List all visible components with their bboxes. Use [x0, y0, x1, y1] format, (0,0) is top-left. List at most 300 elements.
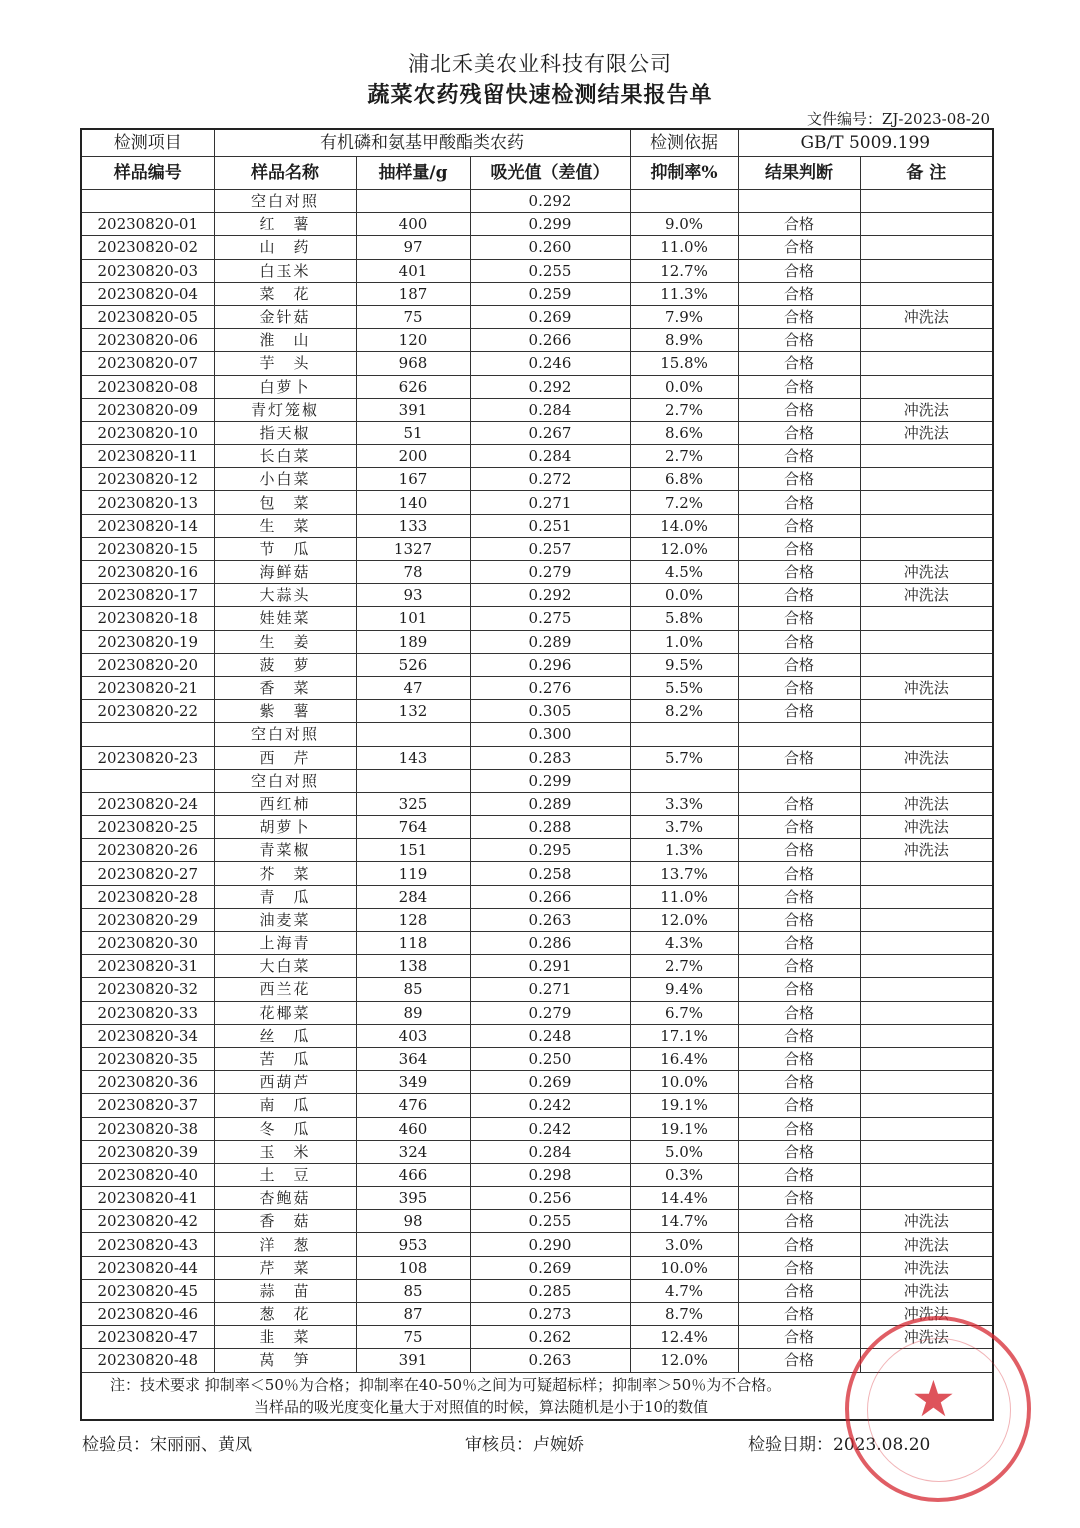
sample-quantity: 401: [356, 259, 470, 282]
inhibition-rate: 7.9%: [630, 305, 738, 328]
result: 合格: [738, 305, 860, 328]
table-row: [81, 352, 993, 375]
result: 合格: [738, 213, 860, 236]
sample-id: 20230820-09: [81, 398, 214, 421]
remark: [860, 445, 993, 468]
sample-id: 20230820-43: [81, 1233, 214, 1256]
sample-quantity: 391: [356, 398, 470, 421]
sample-id: 20230820-31: [81, 955, 214, 978]
result: 合格: [738, 1140, 860, 1163]
sample-id: 20230820-25: [81, 816, 214, 839]
result: 合格: [738, 792, 860, 815]
sample-quantity: 460: [356, 1117, 470, 1140]
sample-name: 小白菜: [214, 468, 356, 491]
inhibition-rate: 8.6%: [630, 421, 738, 444]
basis-value: GB/T 5009.199: [738, 129, 993, 157]
remark: [860, 862, 993, 885]
inhibition-rate: 14.7%: [630, 1210, 738, 1233]
table-row: [81, 561, 993, 584]
remark: [860, 653, 993, 676]
inhibition-rate: 4.5%: [630, 561, 738, 584]
absorbance: 0.255: [470, 1210, 630, 1233]
table-row: [81, 421, 993, 444]
remark: 冲洗法: [860, 839, 993, 862]
sample-quantity: 476: [356, 1094, 470, 1117]
sample-id: 20230820-34: [81, 1024, 214, 1047]
table-row: [81, 816, 993, 839]
sample-quantity: 391: [356, 1349, 470, 1372]
table-row: [81, 885, 993, 908]
remark: [860, 375, 993, 398]
sample-quantity: 138: [356, 955, 470, 978]
sample-id: 20230820-20: [81, 653, 214, 676]
table-row: [81, 792, 993, 815]
table-row: [81, 1071, 993, 1094]
remark: [860, 1187, 993, 1210]
inhibition-rate: 5.0%: [630, 1140, 738, 1163]
result: 合格: [738, 421, 860, 444]
column-header: 抑制率%: [630, 157, 738, 190]
inhibition-rate: 5.8%: [630, 607, 738, 630]
table-row: [81, 769, 993, 792]
sample-name: 冬 瓜: [214, 1117, 356, 1140]
inhibition-rate: 0.0%: [630, 584, 738, 607]
sample-name: 莴 笋: [214, 1349, 356, 1372]
sample-id: [81, 769, 214, 792]
sample-quantity: 51: [356, 421, 470, 444]
sample-name: 青灯笼椒: [214, 398, 356, 421]
remark: [860, 955, 993, 978]
reviewer: 审核员：卢婉娇: [465, 1435, 584, 1455]
result: 合格: [738, 1001, 860, 1024]
sample-quantity: 98: [356, 1210, 470, 1233]
sample-quantity: 364: [356, 1047, 470, 1070]
sample-name: 长白菜: [214, 445, 356, 468]
remark: [860, 607, 993, 630]
sample-quantity: [356, 723, 470, 746]
sample-name: 花椰菜: [214, 1001, 356, 1024]
absorbance: 0.250: [470, 1047, 630, 1070]
result: 合格: [738, 1326, 860, 1349]
absorbance: 0.269: [470, 305, 630, 328]
sample-quantity: 132: [356, 700, 470, 723]
inhibition-rate: 4.7%: [630, 1279, 738, 1302]
result: 合格: [738, 375, 860, 398]
inhibition-rate: 1.3%: [630, 839, 738, 862]
inhibition-rate: 0.3%: [630, 1163, 738, 1186]
sample-name: 油麦菜: [214, 908, 356, 931]
sample-id: 20230820-48: [81, 1349, 214, 1372]
sample-id: 20230820-23: [81, 746, 214, 769]
sample-name: 蒜 苗: [214, 1279, 356, 1302]
result: [738, 769, 860, 792]
remark: [860, 1001, 993, 1024]
sample-name: 杏鲍菇: [214, 1187, 356, 1210]
table-row: [81, 375, 993, 398]
result: 合格: [738, 584, 860, 607]
remark: 冲洗法: [860, 676, 993, 699]
file-number: 文件编号：ZJ-2023-08-20: [807, 110, 990, 128]
absorbance: 0.292: [470, 190, 630, 213]
sample-id: 20230820-38: [81, 1117, 214, 1140]
inhibition-rate: 6.7%: [630, 1001, 738, 1024]
sample-name: 生 姜: [214, 630, 356, 653]
inhibition-rate: 2.7%: [630, 398, 738, 421]
absorbance: 0.246: [470, 352, 630, 375]
table-row: [81, 282, 993, 305]
sample-name: 香 菇: [214, 1210, 356, 1233]
remark: 冲洗法: [860, 561, 993, 584]
inhibition-rate: 12.0%: [630, 908, 738, 931]
inhibition-rate: 8.2%: [630, 700, 738, 723]
sample-id: 20230820-12: [81, 468, 214, 491]
result: 合格: [738, 932, 860, 955]
remark: 冲洗法: [860, 1233, 993, 1256]
sample-id: 20230820-36: [81, 1071, 214, 1094]
result: 合格: [738, 955, 860, 978]
absorbance: 0.255: [470, 259, 630, 282]
table-row: [81, 1256, 993, 1279]
sample-name: 西兰花: [214, 978, 356, 1001]
absorbance: 0.271: [470, 491, 630, 514]
remark: [860, 352, 993, 375]
sample-id: 20230820-42: [81, 1210, 214, 1233]
remark: 冲洗法: [860, 746, 993, 769]
inhibition-rate: 7.2%: [630, 491, 738, 514]
result: 合格: [738, 1117, 860, 1140]
absorbance: 0.257: [470, 537, 630, 560]
sample-quantity: 85: [356, 978, 470, 1001]
table-row: [81, 908, 993, 931]
result: 合格: [738, 746, 860, 769]
sample-name: 芹 菜: [214, 1256, 356, 1279]
sample-id: 20230820-40: [81, 1163, 214, 1186]
table-row: [81, 1163, 993, 1186]
absorbance: 0.299: [470, 769, 630, 792]
inhibition-rate: 11.0%: [630, 885, 738, 908]
sample-quantity: 953: [356, 1233, 470, 1256]
sample-quantity: 97: [356, 236, 470, 259]
sample-id: 20230820-32: [81, 978, 214, 1001]
absorbance: 0.251: [470, 514, 630, 537]
sample-quantity: 140: [356, 491, 470, 514]
absorbance: 0.263: [470, 1349, 630, 1372]
column-header: 样品名称: [214, 157, 356, 190]
sample-id: 20230820-08: [81, 375, 214, 398]
sample-id: 20230820-10: [81, 421, 214, 444]
result: 合格: [738, 1024, 860, 1047]
absorbance: 0.242: [470, 1117, 630, 1140]
sample-name: 南 瓜: [214, 1094, 356, 1117]
absorbance: 0.260: [470, 236, 630, 259]
remark: [860, 213, 993, 236]
sample-quantity: 395: [356, 1187, 470, 1210]
table-row: [81, 1210, 993, 1233]
absorbance: 0.258: [470, 862, 630, 885]
result: 合格: [738, 1094, 860, 1117]
remark: [860, 282, 993, 305]
report-title: 蔬菜农药残留快速检测结果报告单: [367, 82, 713, 108]
sample-id: 20230820-16: [81, 561, 214, 584]
inhibition-rate: 9.5%: [630, 653, 738, 676]
result: 合格: [738, 329, 860, 352]
sample-id: 20230820-13: [81, 491, 214, 514]
sample-quantity: 324: [356, 1140, 470, 1163]
sample-quantity: 349: [356, 1071, 470, 1094]
meta-row: [81, 129, 993, 157]
result: 合格: [738, 1349, 860, 1372]
sample-id: 20230820-03: [81, 259, 214, 282]
sample-id: 20230820-45: [81, 1279, 214, 1302]
sample-name: 胡萝卜: [214, 816, 356, 839]
absorbance: 0.279: [470, 561, 630, 584]
inhibition-rate: 17.1%: [630, 1024, 738, 1047]
sample-name: 空白对照: [214, 190, 356, 213]
remark: [860, 723, 993, 746]
absorbance: 0.262: [470, 1326, 630, 1349]
sample-id: 20230820-02: [81, 236, 214, 259]
inhibition-rate: 19.1%: [630, 1117, 738, 1140]
sample-id: [81, 723, 214, 746]
sample-name: 洋 葱: [214, 1233, 356, 1256]
sample-quantity: 118: [356, 932, 470, 955]
inhibition-rate: 9.0%: [630, 213, 738, 236]
absorbance: 0.283: [470, 746, 630, 769]
table-row: [81, 305, 993, 328]
remark: 冲洗法: [860, 1326, 993, 1349]
inhibition-rate: 3.7%: [630, 816, 738, 839]
inhibition-rate: 11.0%: [630, 236, 738, 259]
sample-quantity: [356, 769, 470, 792]
absorbance: 0.292: [470, 584, 630, 607]
result: 合格: [738, 561, 860, 584]
result: [738, 723, 860, 746]
sample-quantity: 75: [356, 305, 470, 328]
inhibition-rate: 16.4%: [630, 1047, 738, 1070]
column-header: 结果判断: [738, 157, 860, 190]
remark: [860, 885, 993, 908]
result: 合格: [738, 676, 860, 699]
sample-name: 玉 米: [214, 1140, 356, 1163]
result: 合格: [738, 259, 860, 282]
remark: [860, 491, 993, 514]
result: 合格: [738, 398, 860, 421]
table-row: [81, 978, 993, 1001]
inhibition-rate: 15.8%: [630, 352, 738, 375]
table-row: [81, 1279, 993, 1302]
table-row: [81, 607, 993, 630]
inhibition-rate: 12.0%: [630, 1349, 738, 1372]
remark: [860, 630, 993, 653]
sample-id: 20230820-01: [81, 213, 214, 236]
absorbance: 0.288: [470, 816, 630, 839]
inspector: 检验员：宋丽丽、黄凤: [82, 1435, 252, 1455]
remark: 冲洗法: [860, 1256, 993, 1279]
table-row: [81, 468, 993, 491]
sample-name: 青 瓜: [214, 885, 356, 908]
sample-id: 20230820-33: [81, 1001, 214, 1024]
results-table: [80, 128, 994, 1421]
result: 合格: [738, 1233, 860, 1256]
sample-quantity: 284: [356, 885, 470, 908]
absorbance: 0.289: [470, 630, 630, 653]
absorbance: 0.289: [470, 792, 630, 815]
result: 合格: [738, 514, 860, 537]
sample-id: 20230820-39: [81, 1140, 214, 1163]
result: 合格: [738, 862, 860, 885]
absorbance: 0.279: [470, 1001, 630, 1024]
remark: 冲洗法: [860, 792, 993, 815]
sample-quantity: 325: [356, 792, 470, 815]
table-row: [81, 514, 993, 537]
absorbance: 0.266: [470, 885, 630, 908]
absorbance: 0.300: [470, 723, 630, 746]
inhibition-rate: 10.0%: [630, 1256, 738, 1279]
absorbance: 0.269: [470, 1256, 630, 1279]
sample-name: 芥 菜: [214, 862, 356, 885]
sample-name: 香 菜: [214, 676, 356, 699]
result: 合格: [738, 468, 860, 491]
remark: [860, 1163, 993, 1186]
table-row: [81, 259, 993, 282]
remark: [860, 537, 993, 560]
sample-id: 20230820-18: [81, 607, 214, 630]
sample-id: 20230820-11: [81, 445, 214, 468]
remark: [860, 190, 993, 213]
sample-id: 20230820-26: [81, 839, 214, 862]
sample-quantity: 120: [356, 329, 470, 352]
result: 合格: [738, 1210, 860, 1233]
remark: [860, 769, 993, 792]
table-row: [81, 1303, 993, 1326]
absorbance: 0.267: [470, 421, 630, 444]
sample-id: 20230820-41: [81, 1187, 214, 1210]
result: 合格: [738, 491, 860, 514]
result: 合格: [738, 1256, 860, 1279]
sample-name: 上海青: [214, 932, 356, 955]
result: [738, 190, 860, 213]
table-row: [81, 723, 993, 746]
inhibition-rate: 2.7%: [630, 955, 738, 978]
sample-quantity: 47: [356, 676, 470, 699]
sample-id: 20230820-46: [81, 1303, 214, 1326]
column-header: 抽样量/g: [356, 157, 470, 190]
table-row: [81, 1187, 993, 1210]
table-row: [81, 839, 993, 862]
inhibition-rate: 3.0%: [630, 1233, 738, 1256]
sample-quantity: 187: [356, 282, 470, 305]
sample-name: 大蒜头: [214, 584, 356, 607]
sample-quantity: 526: [356, 653, 470, 676]
sample-quantity: 75: [356, 1326, 470, 1349]
inhibition-rate: 12.4%: [630, 1326, 738, 1349]
result: 合格: [738, 1047, 860, 1070]
result: 合格: [738, 1279, 860, 1302]
sample-quantity: 87: [356, 1303, 470, 1326]
sample-quantity: 1327: [356, 537, 470, 560]
absorbance: 0.305: [470, 700, 630, 723]
sample-id: [81, 190, 214, 213]
sample-quantity: 200: [356, 445, 470, 468]
inhibition-rate: 13.7%: [630, 862, 738, 885]
absorbance: 0.284: [470, 445, 630, 468]
sample-quantity: 133: [356, 514, 470, 537]
result: 合格: [738, 700, 860, 723]
star-icon: ★: [911, 1370, 956, 1428]
item-label: 检测项目: [81, 129, 214, 157]
absorbance: 0.266: [470, 329, 630, 352]
sample-id: 20230820-27: [81, 862, 214, 885]
table-row: [81, 700, 993, 723]
sample-quantity: 151: [356, 839, 470, 862]
sample-name: 葱 花: [214, 1303, 356, 1326]
result: 合格: [738, 816, 860, 839]
sample-quantity: 93: [356, 584, 470, 607]
sample-quantity: 128: [356, 908, 470, 931]
remark: [860, 1047, 993, 1070]
remark: [860, 236, 993, 259]
inhibition-rate: 0.0%: [630, 375, 738, 398]
sample-name: 指天椒: [214, 421, 356, 444]
column-header-row: [81, 157, 993, 190]
sample-quantity: 167: [356, 468, 470, 491]
absorbance: 0.295: [470, 839, 630, 862]
result: 合格: [738, 630, 860, 653]
table-row: [81, 213, 993, 236]
sample-name: 空白对照: [214, 769, 356, 792]
remark: [860, 1024, 993, 1047]
table-row: [81, 491, 993, 514]
sample-name: 空白对照: [214, 723, 356, 746]
remark: [860, 329, 993, 352]
remark: 冲洗法: [860, 584, 993, 607]
absorbance: 0.272: [470, 468, 630, 491]
sample-quantity: 89: [356, 1001, 470, 1024]
sample-name: 菜 花: [214, 282, 356, 305]
sample-id: 20230820-21: [81, 676, 214, 699]
absorbance: 0.273: [470, 1303, 630, 1326]
absorbance: 0.284: [470, 398, 630, 421]
table-row: [81, 190, 993, 213]
remark: [860, 1071, 993, 1094]
remark: 冲洗法: [860, 398, 993, 421]
inhibition-rate: [630, 769, 738, 792]
absorbance: 0.298: [470, 1163, 630, 1186]
inhibition-rate: 14.4%: [630, 1187, 738, 1210]
sample-name: 青菜椒: [214, 839, 356, 862]
absorbance: 0.242: [470, 1094, 630, 1117]
sample-name: 大白菜: [214, 955, 356, 978]
result: 合格: [738, 978, 860, 1001]
sample-id: 20230820-04: [81, 282, 214, 305]
table-row: [81, 1117, 993, 1140]
sample-quantity: 403: [356, 1024, 470, 1047]
sample-quantity: 108: [356, 1256, 470, 1279]
sample-id: 20230820-30: [81, 932, 214, 955]
sample-name: 丝 瓜: [214, 1024, 356, 1047]
sample-name: 节 瓜: [214, 537, 356, 560]
sample-name: 菠 萝: [214, 653, 356, 676]
table-row: [81, 1140, 993, 1163]
sample-quantity: 764: [356, 816, 470, 839]
table-row: [81, 398, 993, 421]
sample-name: 西 芹: [214, 746, 356, 769]
sample-quantity: 78: [356, 561, 470, 584]
sample-name: 海鲜菇: [214, 561, 356, 584]
result: 合格: [738, 607, 860, 630]
inhibition-rate: 14.0%: [630, 514, 738, 537]
sample-quantity: 119: [356, 862, 470, 885]
